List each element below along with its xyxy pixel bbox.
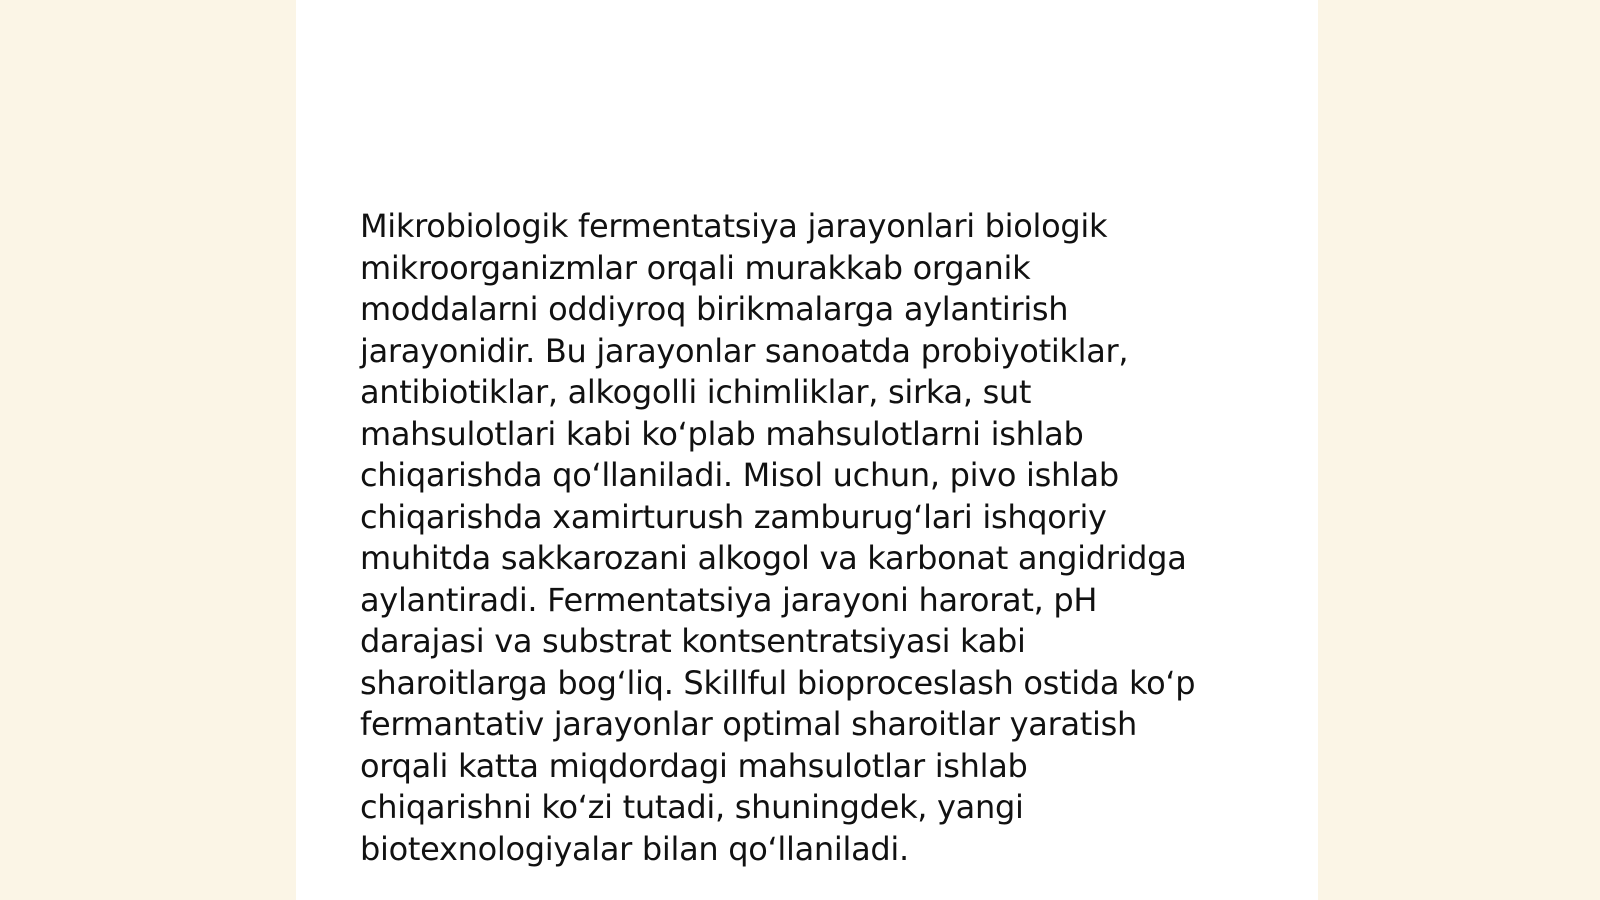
paragraph-line: Mikrobiologik fermentatsiya jarayonlari biologik bbox=[360, 207, 1108, 245]
paragraph-line: chiqarishda qo‘llaniladi. Misol uchun, pivo ishlab bbox=[360, 456, 1119, 494]
paragraph-line: antibiotiklar, alkogolli ichimliklar, sirka, sut bbox=[360, 373, 1032, 411]
paragraph-line: darajasi va substrat kontsentratsiyasi kabi bbox=[360, 622, 1026, 660]
paragraph-line: chiqarishda xamirturush zamburug‘lari ishqoriy bbox=[360, 497, 1107, 536]
paragraph-line: aylantiradi. Fermentatsiya jarayoni harorat, pH bbox=[360, 580, 1098, 619]
paragraph-line: mahsulotlari kabi ko‘plab mahsulotlarni ishlab bbox=[360, 414, 1084, 453]
paragraph-line: jarayonidir. Bu jarayonlar sanoatda probiyotiklar, bbox=[360, 331, 1129, 370]
body-paragraph bbox=[360, 206, 1240, 870]
paragraph-line: biotexnologiyalar bilan qo‘llaniladi. bbox=[360, 829, 909, 868]
paragraph-line: orqali katta miqdordagi mahsulotlar ishlab bbox=[360, 746, 1028, 785]
paragraph-line: muhitda sakkarozani alkogol va karbonat angidridga bbox=[360, 539, 1187, 577]
paragraph-line: fermantativ jarayonlar optimal sharoitlar yaratish bbox=[360, 705, 1137, 743]
paragraph-line: chiqarishni ko‘zi tutadi, shuningdek, yangi bbox=[360, 788, 1024, 826]
paragraph-line: moddalarni oddiyroq birikmalarga aylantirish bbox=[360, 290, 1069, 328]
paragraph-line: mikroorganizmlar orqali murakkab organik bbox=[360, 248, 1031, 287]
document-page bbox=[296, 0, 1318, 900]
paragraph-line: sharoitlarga bog‘liq. Skillful bioproceslash ostida ko‘p bbox=[360, 663, 1196, 702]
